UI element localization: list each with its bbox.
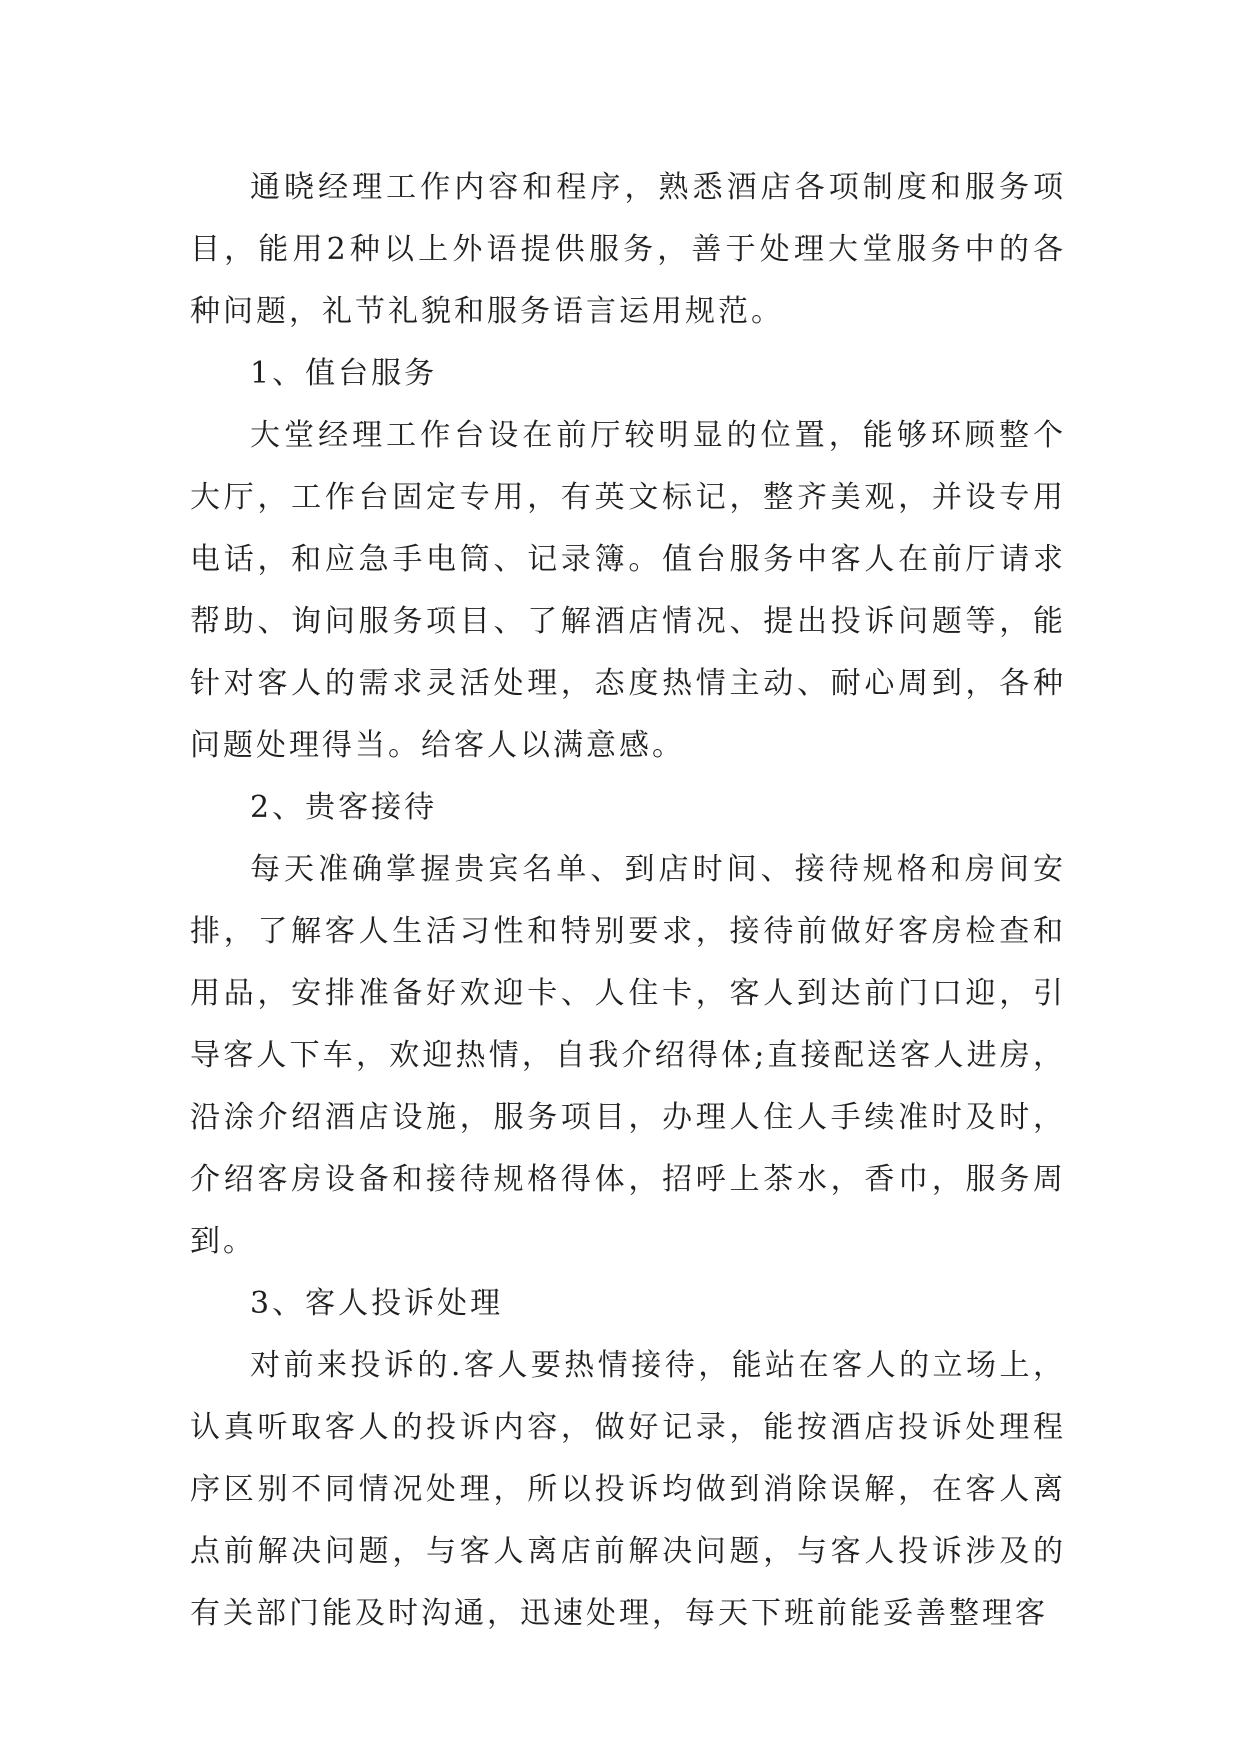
heading-vip-reception: 2、贵客接待 — [250, 790, 438, 825]
paragraph-desk-service: 大堂经理工作台设在前厅较明显的位置，能够环顾整个大厅，工作台固定专用，有英文标记，整齐美观，并设专用电话，和应急手电筒、记录簿。值台服务中客人在前厅请求帮助、询问服务项目、了解酒店情况、提出投诉问题等，能针对客人的需求灵活处理，态度热情主动、耐心周到，各种问题处理得当。给客人以满意感。 — [190, 418, 1066, 763]
paragraph-vip-reception: 每天准确掌握贵宾名单、到店时间、接待规格和房间安排，了解客人生活习性和特别要求，接待前做好客房检查和用品，安排准备好欢迎卡、人住卡，客人到达前门口迎，引导客人下车，欢迎热情，自我介绍得体;直接配送客人进房，沿涂介绍酒店设施，服务项目，办理人住人手续准时及时，介绍客房设备和接待规格得体，招呼上茶水，香巾，服务周到。 — [190, 852, 1066, 1259]
paragraph-complaint-handling: 对前来投诉的.客人要热情接待，能站在客人的立场上，认真听取客人的投诉内容，做好记录，能按酒店投诉处理程序区别不同情况处理，所以投诉均做到消除误解，在客人离点前解决问题，与客人离店前解决问题，与客人投诉涉及的有关部门能及时沟通，迅速处理，每天下班前能妥善整理客 — [190, 1348, 1066, 1631]
document-body — [190, 157, 1066, 1645]
paragraph-qualifications: 通晓经理工作内容和程序，熟悉酒店各项制度和服务项目，能用2种以上外语提供服务，善于处理大堂服务中的各种问题，礼节礼貌和服务语言运用规范。 — [190, 170, 1066, 329]
heading-complaint-handling: 3、客人投诉处理 — [250, 1286, 504, 1321]
heading-desk-service: 1、值台服务 — [250, 356, 438, 391]
